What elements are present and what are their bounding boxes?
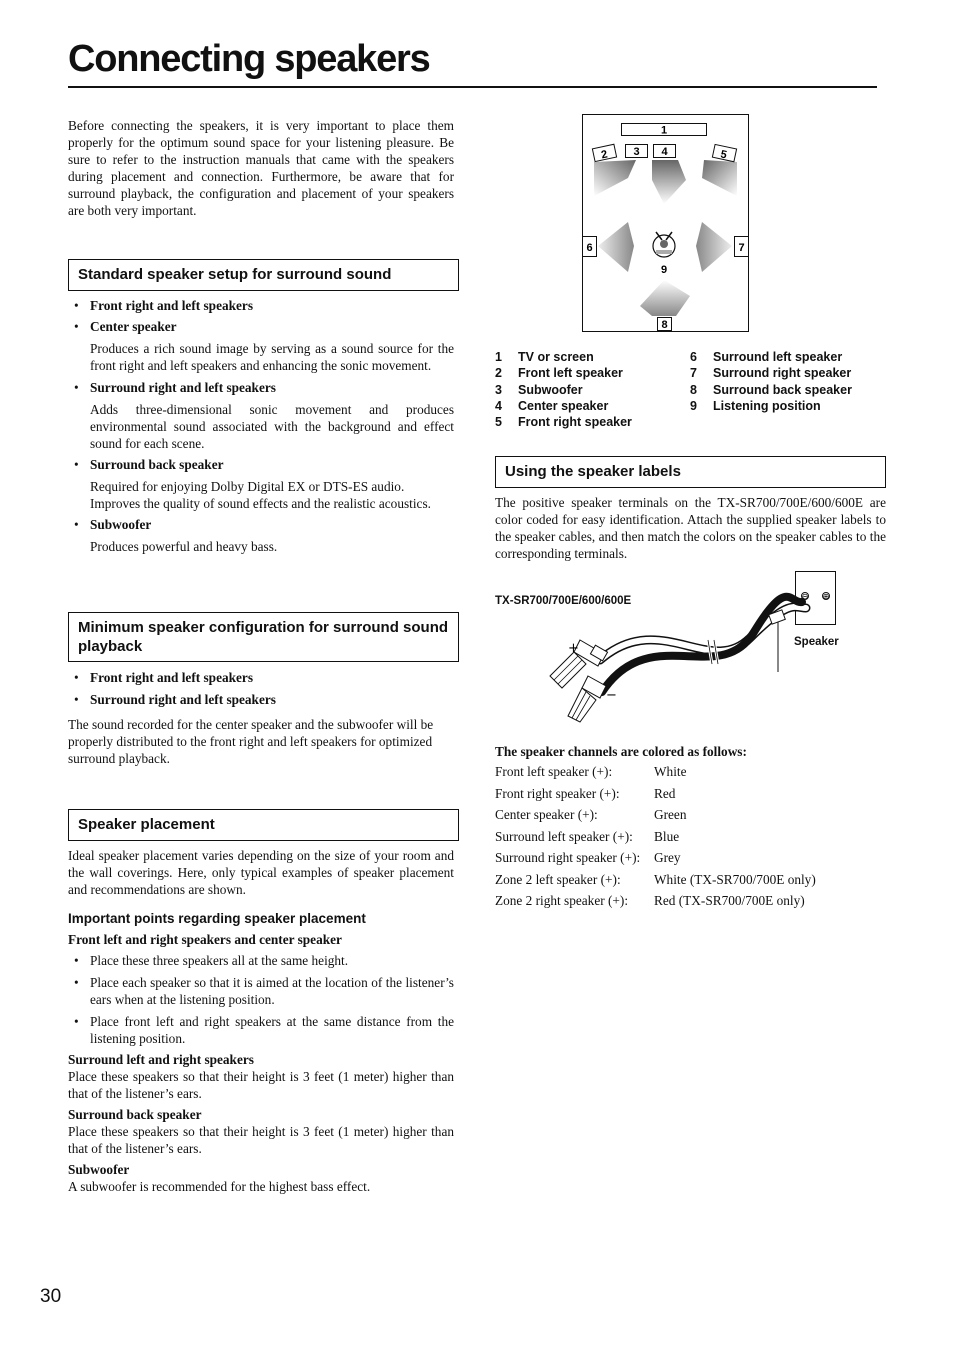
diagram-number: 1: [660, 124, 668, 137]
section-heading-standard: Standard speaker setup for surround sound: [68, 259, 459, 291]
minimum-paragraph: The sound recorded for the center speaker and the subwoofer will be properly distributed to the front right and left speakers for optimized surround playback.: [68, 717, 434, 766]
section-heading-labels: Using the speaker labels: [495, 456, 886, 488]
surround-heading: Surround left and right speakers: [68, 1052, 254, 1067]
labels-paragraph: The positive speaker terminals on the TX-SR700/700E/600/600E are color coded for easy identification. Attach the supplied speaker labels to the speaker cables, and then match the colors on the speaker cables to the corresponding terminals.: [495, 495, 886, 561]
list-item: • Place these three speakers all at the same height.: [68, 952, 454, 969]
table-row: Surround left speaker (+): Blue: [495, 828, 680, 844]
surround-paragraph: Place these speakers so that their height is 3 feet (1 meter) higher than that of the listener’s ears.: [68, 1069, 454, 1101]
diagram-number: 8: [661, 319, 668, 331]
item-description: Produces a rich sound image by serving as a sound source for the front right and left speakers and enhancing the sonic movement.: [90, 341, 454, 373]
list-item: • Front right and left speakers: [68, 297, 454, 314]
table-row: Front left speaker (+): White: [495, 764, 687, 779]
back-paragraph: Place these speakers so that their height is 3 feet (1 meter) higher than that of the listener’s ears.: [68, 1124, 454, 1156]
list-item: • Subwoofer Produces powerful and heavy bass.: [68, 516, 454, 555]
diagram-number: 6: [586, 242, 593, 254]
title-rule: [68, 86, 877, 88]
list-item: • Surround right and left speakers: [68, 691, 454, 708]
placement-paragraph: Ideal speaker placement varies depending on the size of your room and the wall coverings. Here, only typical examples of speaker placement and recommendations are shown.: [68, 848, 454, 897]
diagram-number: 7: [738, 242, 745, 254]
speaker-label: Speaker: [794, 636, 839, 648]
diagram-number: 3: [633, 146, 640, 158]
table-row: Surround right speaker (+): Grey: [495, 850, 681, 865]
plus-sign: +: [568, 641, 579, 656]
back-heading: Surround back speaker: [68, 1107, 202, 1122]
list-item: • Front right and left speakers: [68, 669, 454, 686]
diagram-number: 5: [719, 148, 728, 162]
table-row: Zone 2 left speaker (+): White (TX-SR700/700E only): [495, 871, 816, 887]
item-description: Produces powerful and heavy bass.: [90, 539, 278, 554]
table-row: Front right speaker (+): Red: [495, 785, 676, 801]
page-number: 30: [40, 1286, 62, 1307]
subwoofer-paragraph: A subwoofer is recommended for the highest bass effect.: [68, 1179, 371, 1194]
list-item: • Place front left and right speakers at the same distance from the listening position.: [68, 1013, 454, 1047]
table-row: Zone 2 right speaker (+): Red (TX-SR700/700E only): [495, 893, 805, 908]
front-heading: Front left and right speakers and center speaker: [68, 932, 342, 947]
placement-subheading: Important points regarding speaker placement: [68, 911, 366, 926]
list-item: • Surround back speaker Required for enjoying Dolby Digital EX or DTS-ES audio. Improves the quality of sound effects and the realistic acoustics.: [68, 456, 454, 512]
negative-plug-icon: [568, 676, 606, 722]
table-row: Center speaker (+): Green: [495, 807, 687, 822]
speaker-cable-illustration: [540, 568, 840, 728]
subwoofer-heading: Subwoofer: [68, 1162, 130, 1177]
diagram-legend: 1 TV or screen 6 Surround left speaker 2 Front left speaker 7 Surround right speaker 3 Subwoofer 8 Surround back speaker 4 Center speaker 9 Listening position 5 Front right speaker: [495, 350, 852, 430]
list-item: • Center speaker Produces a rich sound image by serving as a sound source for the front right and left speakers and enhancing the sonic movement.: [68, 318, 454, 374]
svg-text:⊖: ⊖: [801, 592, 809, 601]
item-description: Adds three-dimensional sonic movement and produces environmental sound associated with the background and effect sound for each scene.: [90, 402, 454, 451]
item-description: Required for enjoying Dolby Digital EX or DTS-ES audio. Improves the quality of sound effects and the realistic acoustics.: [90, 479, 431, 511]
minus-sign: −: [606, 688, 617, 703]
placement-section: [68, 847, 454, 1195]
colors-heading: The speaker channels are colored as follows:: [495, 744, 747, 759]
list-item: • Surround right and left speakers Adds three-dimensional sonic movement and produces environmental sound associated with the background and effect sound for each scene.: [68, 379, 454, 452]
minimum-list: [68, 669, 454, 767]
standard-list: [68, 297, 454, 555]
section-heading-placement: Speaker placement: [68, 809, 459, 841]
channel-colors-table: [495, 761, 816, 912]
intro-paragraph: Before connecting the speakers, it is very important to place them properly for the optimum sound space for your listening pleasure. Be sure to refer to the instruction manuals that came with the speakers during placement and connection. Furthermore, be aware that for surround playback, the configuration and placement of your speakers are both very important.: [68, 118, 454, 218]
diagram-number: 4: [661, 146, 668, 158]
list-item: • Place each speaker so that it is aimed at the location of the listener’s ears when at the listening position.: [68, 974, 454, 1008]
model-label: TX-SR700/700E/600/600E: [495, 595, 632, 607]
diagram-number: 9: [660, 264, 668, 276]
svg-text:⊕: ⊕: [822, 592, 830, 601]
page-title: Connecting speakers: [68, 38, 430, 80]
speaker-layout-diagram: [582, 114, 750, 334]
diagram-number: 2: [600, 148, 609, 162]
section-heading-minimum: Minimum speaker configuration for surround sound playback: [68, 612, 459, 662]
